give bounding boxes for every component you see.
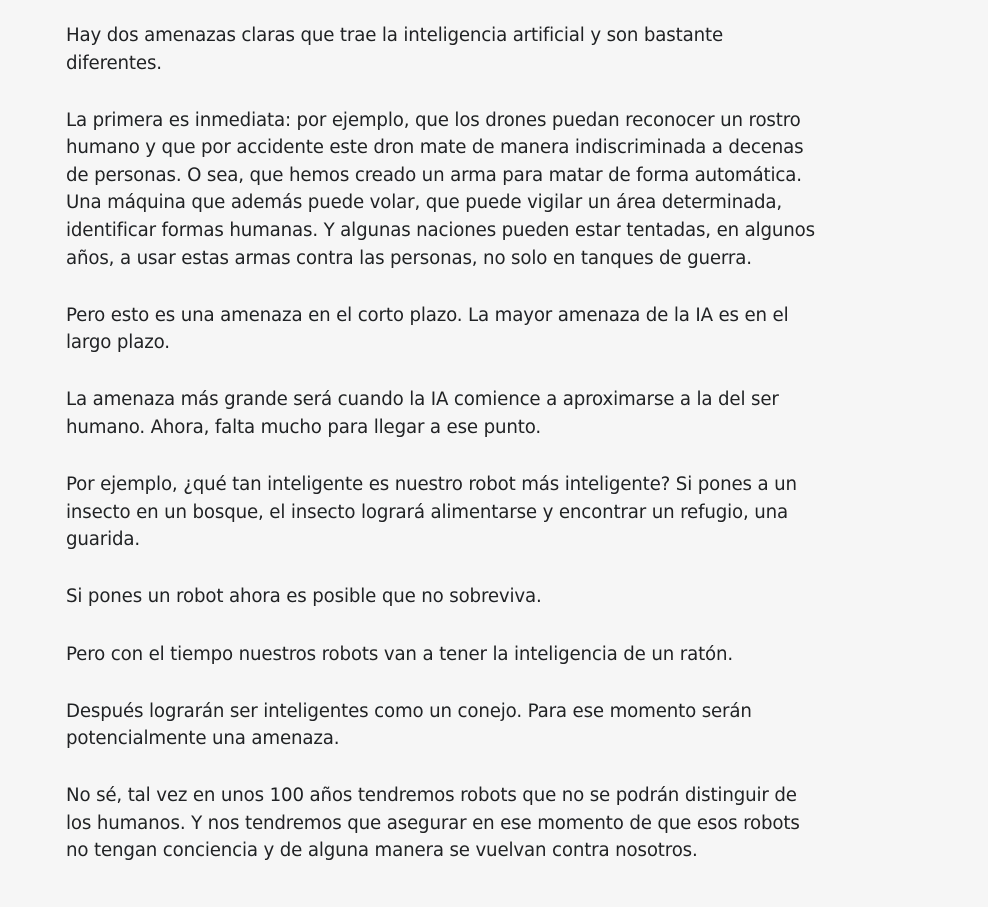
article-paragraph: Después lograrán ser inteligentes como un conejo. Para ese momento serán potencialmente una amenaza. [66,700,752,750]
article-paragraph: La amenaza más grande será cuando la IA comience a aproximarse a la del ser humano. Ahora, falta mucho para llegar a ese punto. [66,389,779,439]
article-body [66,22,816,895]
article-paragraph: Si pones un robot ahora es posible que no sobreviva. [66,586,542,608]
article-paragraph: No sé, tal vez en unos 100 años tendremos robots que no se podrán distinguir de los humanos. Y nos tendremos que asegurar en ese momento de que esos robots no tengan conciencia y de alguna manera se vuelvan contra nosotros. [66,785,800,862]
article-paragraph: Por ejemplo, ¿qué tan inteligente es nuestro robot más inteligente? Si pones a un insecto en un bosque, el insecto logrará alimentarse y encontrar un refugio, una guarida. [66,474,797,551]
article-paragraph: Pero con el tiempo nuestros robots van a tener la inteligencia de un ratón. [66,643,734,665]
article-paragraph: La primera es inmediata: por ejemplo, que los drones puedan reconocer un rostro humano y que por accidente este dron mate de manera indiscriminada a decenas de personas. O sea, que hemos creado un arma para matar de forma automática. Una máquina que además puede volar, que puede vigilar un área determinada, identificar formas humanas. Y algunas naciones pueden estar tentadas, en algunos años, a usar estas armas contra las personas, no solo en tanques de guerra. [66,109,815,269]
article-paragraph: Hay dos amenazas claras que trae la inteligencia artificial y son bastante diferentes. [66,25,723,74]
article-paragraph: Pero esto es una amenaza en el corto plazo. La mayor amenaza de la IA es en el largo plazo. [66,304,789,354]
